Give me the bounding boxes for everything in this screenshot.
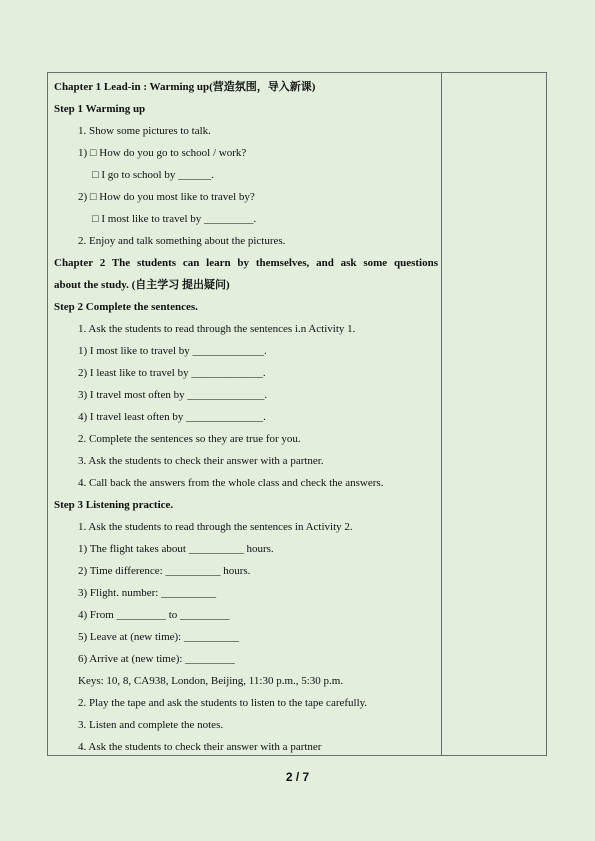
step-2-sentence-4: 4) I travel least often by ______________. xyxy=(78,411,266,423)
page-number: 2 / 7 xyxy=(285,770,310,784)
column-divider xyxy=(441,72,442,756)
step-3-note-3: 3) Flight. number: __________ xyxy=(78,587,217,599)
step-2-item-4: 4. Call back the answers from the whole class and check the answers. xyxy=(78,477,384,489)
step-1-title: Step 1 Warming up xyxy=(54,103,146,115)
step-3-note-6: 6) Arrive at (new time): _________ xyxy=(78,653,235,665)
step-2-sentence-1: 1) I most like to travel by _____________. xyxy=(78,345,267,357)
step-3-title: Step 3 Listening practice. xyxy=(54,499,174,511)
step-3-item-4: 4. Ask the students to check their answer with a partner xyxy=(78,741,322,753)
step-3-note-4: 4) From _________ to _________ xyxy=(78,609,230,621)
step-1-question-1: 1) □ How do you go to school / work? xyxy=(78,147,247,159)
step-3-item-2: 2. Play the tape and ask the students to listen to the tape carefully. xyxy=(78,697,368,709)
step-2-item-2: 2. Complete the sentences so they are true for you. xyxy=(78,433,301,445)
step-3-item-3: 3. Listen and complete the notes. xyxy=(78,719,224,731)
step-1-answer-2: □ I most like to travel by _________. xyxy=(92,213,257,225)
step-1-item-2: 2. Enjoy and talk something about the pictures. xyxy=(78,235,286,247)
step-3-note-1: 1) The flight takes about __________ hours. xyxy=(78,543,274,555)
step-3-keys: Keys: 10, 8, CA938, London, Beijing, 11:30 p.m., 5:30 p.m. xyxy=(78,675,344,687)
step-3-item-1: 1. Ask the students to read through the sentences in Activity 2. xyxy=(78,521,353,533)
step-2-sentence-3: 3) I travel most often by ______________. xyxy=(78,389,268,401)
step-2-item-3: 3. Ask the students to check their answer with a partner. xyxy=(78,455,324,467)
chapter-2-title-line-2: about the study. (自主学习 提出疑问) xyxy=(54,279,230,291)
chapter-1-title: Chapter 1 Lead-in : Warming up(营造氛围，导入新课) xyxy=(54,81,316,93)
step-2-sentence-2: 2) I least like to travel by _____________. xyxy=(78,367,266,379)
chapter-2-title-line-1: Chapter 2 The students can learn by themselves, and ask some questions xyxy=(54,257,438,269)
step-3-note-2: 2) Time difference: __________ hours. xyxy=(78,565,251,577)
step-2-title: Step 2 Complete the sentences. xyxy=(54,301,198,313)
step-3-note-5: 5) Leave at (new time): __________ xyxy=(78,631,239,643)
lesson-content xyxy=(54,76,438,758)
step-2-item-1: 1. Ask the students to read through the sentences i.n Activity 1. xyxy=(78,323,356,335)
step-1-answer-1: □ I go to school by ______. xyxy=(92,169,214,181)
step-1-question-2: 2) □ How do you most like to travel by? xyxy=(78,191,255,203)
step-1-item-1: 1. Show some pictures to talk. xyxy=(78,125,211,137)
